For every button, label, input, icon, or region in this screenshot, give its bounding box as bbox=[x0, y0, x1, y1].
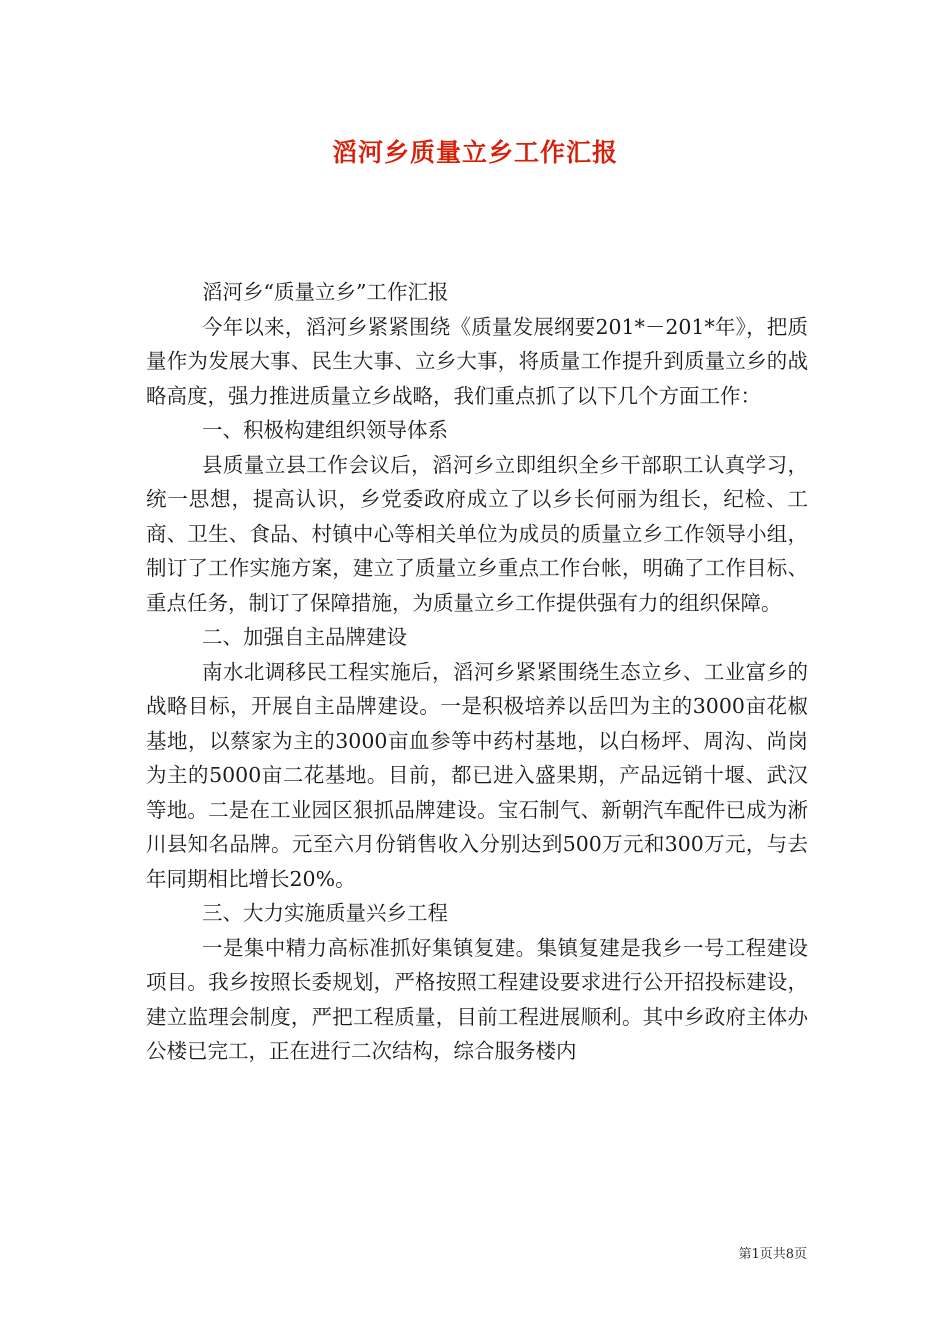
document-subtitle: 滔河乡“质量立乡”工作汇报 bbox=[202, 280, 449, 304]
section-heading: 三、大力实施质量兴乡工程 bbox=[202, 901, 448, 925]
section-paragraph: 县质量立县工作会议后，滔河乡立即组织全乡干部职工认真学习，统一思想，提高认识，乡党委政府成立了以乡长何丽为组长，纪检、工商、卫生、食品、村镇中心等相关单位为成员的质量立乡工作领导小组，制订了工作实施方案，建立了质量立乡重点工作台帐，明确了工作目标、重点任务，制订了保障措施，为质量立乡工作提供强有力的组织保障。 bbox=[146, 452, 808, 615]
document-title: 滔河乡质量立乡工作汇报 bbox=[331, 138, 618, 167]
section-heading: 二、加强自主品牌建设 bbox=[202, 625, 407, 649]
section-paragraph: 一是集中精力高标准抓好集镇复建。集镇复建是我乡一号工程建设项目。我乡按照长委规划，严格按照工程建设要求进行公开招投标建设，建立监理会制度，严把工程质量，目前工程进展顺利。其中乡政府主体办公楼已完工，正在进行二次结构，综合服务楼内 bbox=[146, 935, 808, 1063]
page-number: 第1页共8页 bbox=[738, 1247, 807, 1262]
document-body bbox=[146, 275, 808, 1069]
intro-paragraph: 今年以来，滔河乡紧紧围绕《质量发展纲要201*－201*年》，把质量作为发展大事、民生大事、立乡大事，将质量工作提升到质量立乡的战略高度，强力推进质量立乡战略，我们重点抓了以下几个方面工作： bbox=[146, 314, 808, 408]
section-heading: 一、积极构建组织领导体系 bbox=[202, 418, 448, 442]
section-paragraph: 南水北调移民工程实施后，滔河乡紧紧围绕生态立乡、工业富乡的战略目标，开展自主品牌建设。一是积极培养以岳凹为主的3000亩花椒基地，以蔡家为主的3000亩血参等中药村基地，以白杨坪、周沟、尚岗为主的5000亩二花基地。目前，都已进入盛果期，产品远销十堰、武汉等地。二是在工业园区狠抓品牌建设。宝石制气、新朝汽车配件已成为淅川县知名品牌。元至六月份销售收入分别达到500万元和300万元，与去年同期相比增长20%。 bbox=[146, 659, 808, 891]
